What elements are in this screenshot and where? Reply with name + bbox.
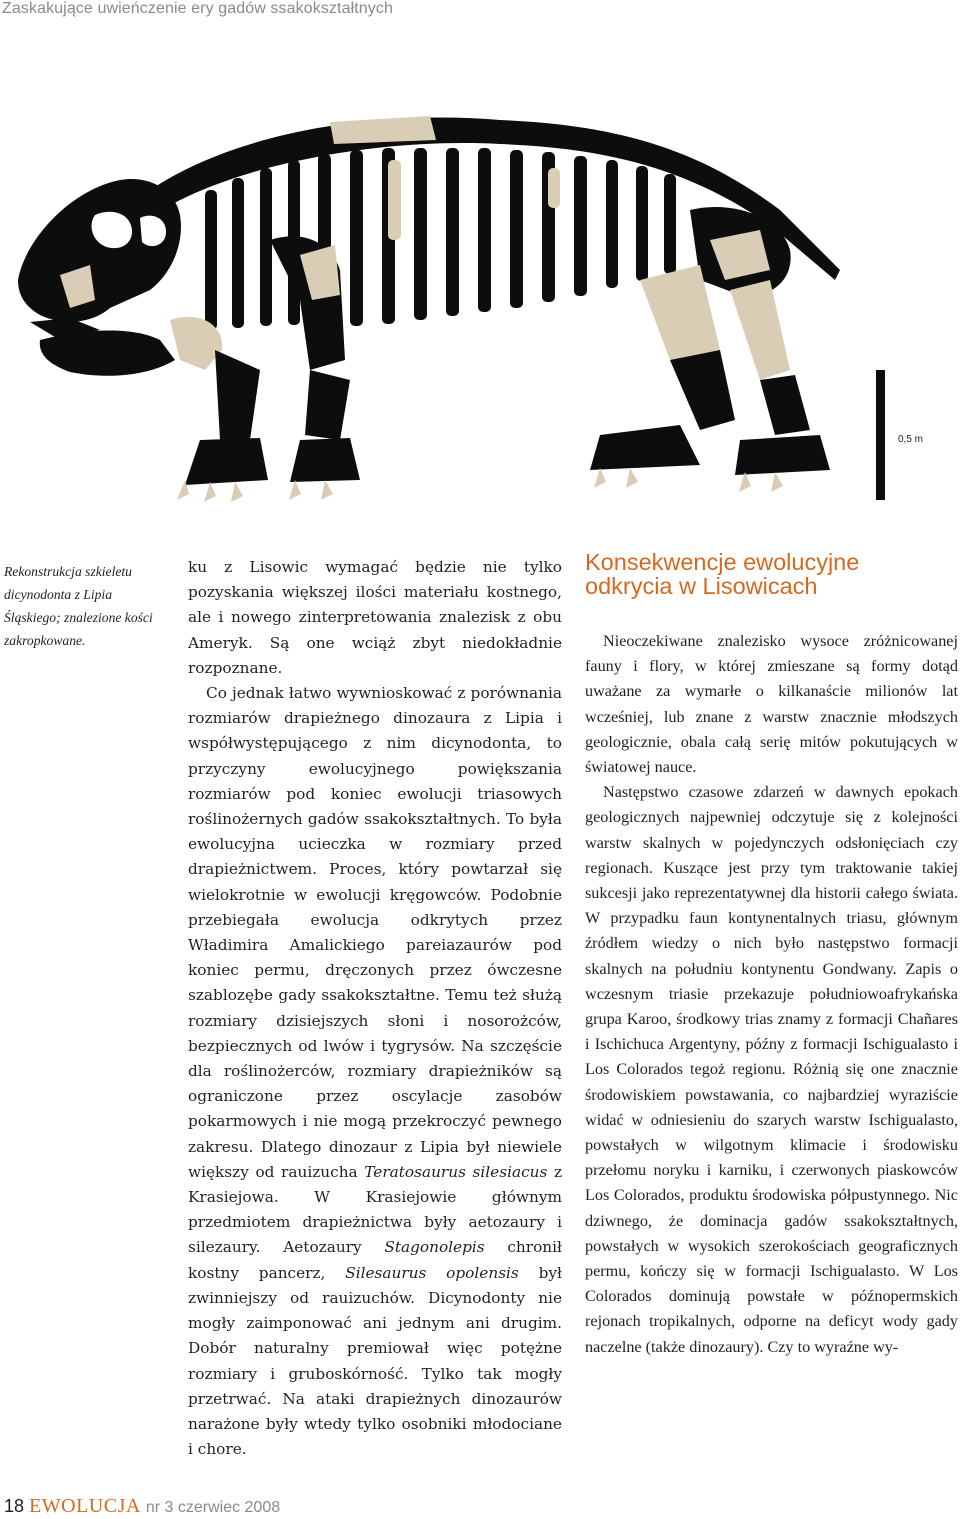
species-teratosaurus: Teratosaurus silesiacus (364, 1162, 548, 1181)
caption-line-1: Rekonstrukcja szkieletu (4, 564, 132, 579)
magazine-title: EWOLUCJA (29, 1495, 141, 1517)
middle-paragraph-2 (188, 681, 562, 1462)
page-footer (4, 1495, 280, 1518)
issue-info: nr 3 czerwiec 2008 (145, 1499, 281, 1516)
middle-p2-part-b: z Krasiejowa. W Krasiejowie głównym przedmiotem drapieżnictwa były aetozaury i silezaury. Aetozaury (188, 1162, 563, 1257)
right-paragraph-1: Nieoczekiwane znalezisko wysoce zróżnicowanej fauny i flory, w której zmieszane są formy dotąd uważane za wymarłe o kilkanaście milionów lat wcześniej, lub znane z warstw znacznie młodszych geologicznie, obala całą serię mitów pokutujących w światowej nauce. (585, 632, 958, 777)
middle-p2-part-d: był zwinniejszy od rauizuchów. Dicynodonty nie mogły zaimponować ani jednym ani drugim. Dobór naturalny premiował więc potężne rozmiary i gruboskórność. Tylko tak mogły przetrwać. Na ataki drapieżnych dinozaurów narażone były wtedy tylko osobniki młodociane i chore. (188, 1263, 563, 1459)
section-heading (585, 550, 955, 598)
caption-line-2: dicynodonta z Lipia (4, 587, 112, 602)
page-number: 18 (4, 1496, 25, 1516)
dicynodont-skeleton-illustration (0, 40, 960, 530)
figure-caption (4, 560, 180, 652)
middle-p2-part-a: Co jednak łatwo wywnioskować z porównania rozmiarów drapieżnego dinozaura z Lipia i współwystępującego z nim dicynodonta, to przyczyny ewolucyjnego powiększania rozmiarów pod koniec ewolucji triasowych roślinożernych gadów ssakokształtnych. To była ewolucyjna ucieczka w rozmiary przed drapieżnictwem. Proces, który powtarzał się wielokrotnie w ewolucji kręgowców. Podobnie przebiegała ewolucja odkrytych przez Władimira Amalickiego pareiazaurów pod koniec permu, dręczonych przez ówczesne szablozębe gady ssakokształtne. Temu też służą rozmiary dzisiejszych słoni i nosorożców, bezpiecznych od lwów i tygrysów. Na szczęście dla roślinożerców, rozmiary drapieżników są ograniczone przez oscylacje zasobów pokarmowych i nie mogą przekroczyć pewnego zakresu. Dlatego dinozaur z Lipia był niewiele większy od rauizucha (188, 684, 562, 1181)
middle-paragraph-1: ku z Lisowic wymagać będzie nie tylko pozyskania większej ilości materiału kostnego, ale i nowego zinterpretowania znalezisk z obu Ameryk. Są one wciąż zbyt niedokładnie rozpoznane. (188, 558, 562, 677)
section-heading-line-1: Konsekwencje ewolucyjne (585, 549, 860, 575)
scale-label: 0,5 m (898, 434, 924, 445)
species-silesaurus: Silesaurus opolensis (345, 1263, 519, 1282)
middle-column (188, 555, 562, 1462)
right-paragraph-2: Następstwo czasowe zdarzeń w dawnych epokach geologicznych najpewniej odczytuje się z kolejności warstw skalnych w pojedynczych odsłonięciach czy regionach. Kuszące jest przy tym traktowanie takiej sukcesji jako reprezentatywnej dla historii całego świata. W przypadku faun kontynentalnych triasu, głównym źródłem wiedzy o nich było następstwo formacji skalnych na południu kontynentu Gondwany. Zapis o wczesnym triasie przekazuje południowoafrykańska grupa Karoo, środkowy trias znamy z formacji Chañares i Ischichuca Argentyny, późny z formacji Ischigualasto i Los Colorados tegoż regionu. Różnią się one znacznie środowiskiem powstawania, co najbardziej wyraziście widać w odniesieniu do szarych warstw Ischigualasto, powstałych w wilgotnym klimacie i środowisku przełomu noryku i karniku, i czerwonych piaskowców Los Colorados, produktu środowiska półpustynnego. Nic dziwnego, że dominacja gadów ssakokształtnych, powstałych w wysokich szerokościach geograficznych permu, kończy się w formacji Ischigualasto. W Los Colorados dominują powstałe w późnopermskich rejonach tropikalnych, odporne na deficyt wody gady naczelne (także dinozaury). Czy to wyraźne wy- (585, 783, 958, 1356)
right-column (585, 629, 958, 1360)
species-stagonolepis: Stagonolepis (384, 1238, 485, 1257)
caption-line-4: zakropkowane. (4, 633, 86, 648)
middle-p2-part-c: chronił kostny pancerz, (188, 1238, 563, 1282)
running-head: Zaskakujące uwieńczenie ery gadów ssakokształtnych (2, 0, 393, 17)
section-heading-line-2: odkrycia w Lisowicach (585, 573, 818, 599)
scale-bar (876, 370, 885, 500)
caption-line-3: Śląskiego; znalezione kości (4, 610, 153, 625)
skeleton-figure (0, 40, 960, 530)
